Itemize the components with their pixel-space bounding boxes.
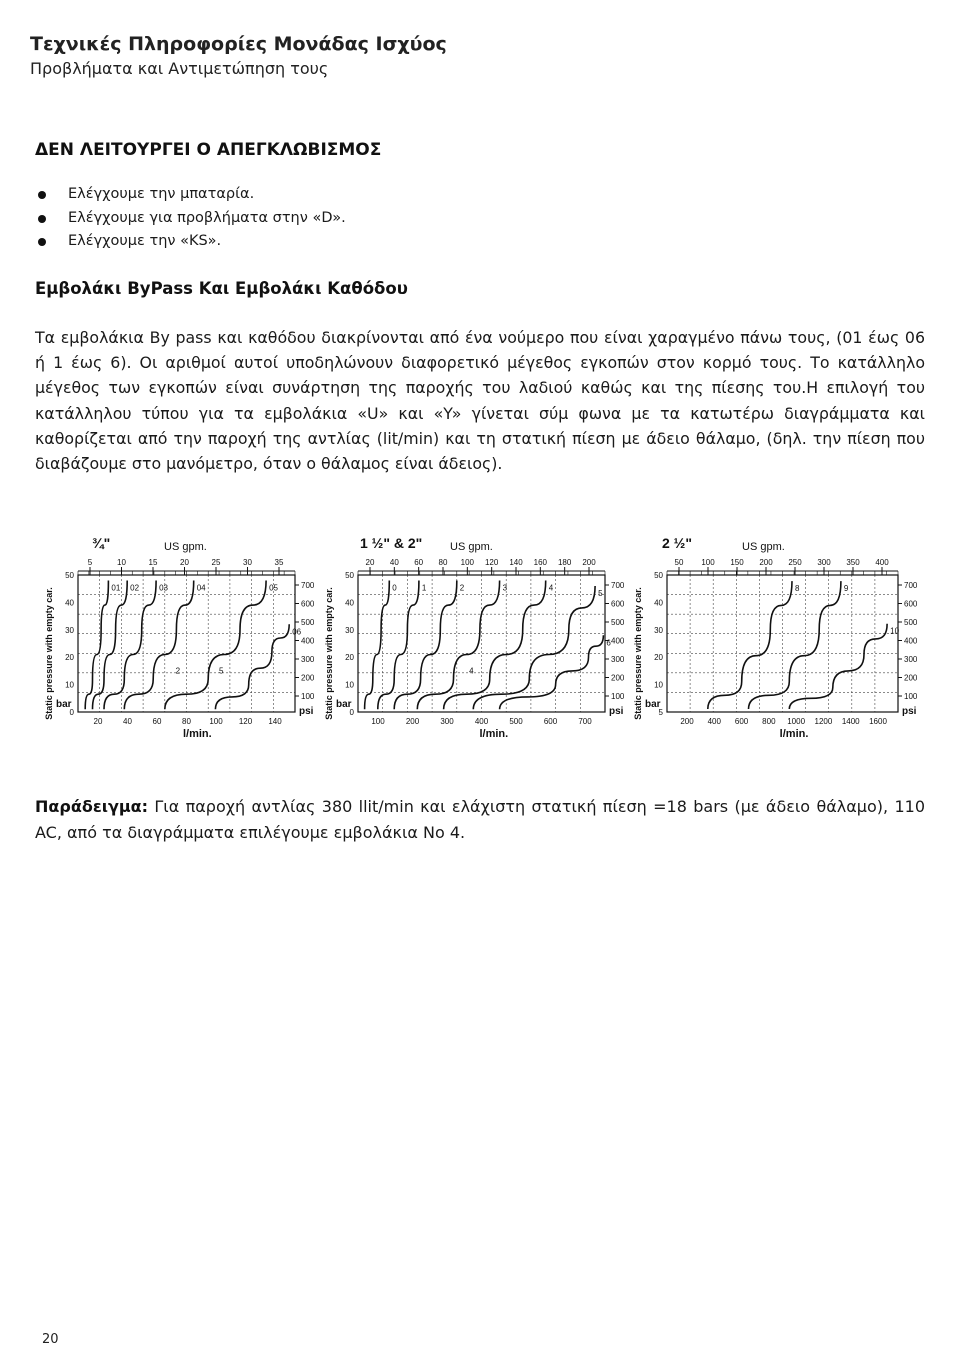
y-tick-label: 30 bbox=[345, 625, 354, 635]
top-tick-label: 20 bbox=[180, 558, 189, 567]
y-tick-label: 10 bbox=[654, 680, 663, 690]
valve-selection-diagrams bbox=[40, 520, 925, 755]
x-tick-label: 80 bbox=[182, 717, 191, 726]
series-curve bbox=[124, 581, 193, 710]
diagrams-svg bbox=[40, 520, 925, 755]
x-tick-label: 100 bbox=[209, 717, 223, 726]
top-tick-label: 80 bbox=[438, 558, 448, 567]
top-tick-label: 15 bbox=[148, 558, 158, 567]
series-label: 0 bbox=[392, 583, 397, 593]
right-tick-label: 600 bbox=[904, 599, 918, 609]
top-tick-label: 25 bbox=[211, 558, 221, 567]
top-tick-label: 50 bbox=[674, 558, 684, 567]
left-unit-label: bar bbox=[336, 699, 352, 710]
section-heading: ΔΕΝ ΛΕΙΤΟΥΡΓΕΙ Ο ΑΠΕΓΚΛΩΒΙΣΜΟΣ bbox=[35, 140, 382, 160]
chart-title: ¾" bbox=[92, 535, 111, 551]
bullet-icon bbox=[38, 191, 46, 199]
y-tick-label: 10 bbox=[345, 680, 354, 690]
right-tick-label: 200 bbox=[301, 673, 315, 683]
series-label: 04 bbox=[196, 583, 206, 593]
x-tick-label: 1200 bbox=[814, 717, 833, 726]
top-tick-label: 300 bbox=[817, 558, 831, 567]
chart-title: 1 ½" & 2" bbox=[360, 535, 423, 551]
top-tick-label: 250 bbox=[788, 558, 802, 567]
top-tick-label: 400 bbox=[875, 558, 889, 567]
right-unit-label: psi bbox=[902, 706, 917, 717]
x-tick-label: 500 bbox=[509, 717, 523, 726]
top-tick-label: 350 bbox=[846, 558, 860, 567]
right-tick-label: 500 bbox=[611, 618, 625, 627]
series-label: 01 bbox=[111, 583, 121, 593]
series-label: 4 bbox=[548, 583, 554, 593]
right-tick-label: 400 bbox=[904, 636, 918, 646]
series-label: 06 bbox=[292, 627, 302, 637]
top-tick-label: 200 bbox=[759, 558, 773, 567]
x-tick-label: 60 bbox=[152, 717, 162, 726]
example-text: Για παροχή αντλίας 380 llit/min και ελάχιστη στατική πίεση =18 bars (με άδειο θάλαμο), 110 AC, από τα διαγράμματα επιλέγουμε εμβολάκια Νο 4. bbox=[35, 797, 925, 842]
y-tick-label: 40 bbox=[345, 598, 354, 608]
top-tick-label: 20 bbox=[365, 558, 375, 567]
x-tick-label: 400 bbox=[707, 717, 721, 726]
y-tick-label: 20 bbox=[345, 653, 354, 663]
x-tick-label: 1400 bbox=[841, 717, 860, 726]
top-tick-label: 35 bbox=[274, 558, 284, 567]
body-paragraph: Τα εμβολάκια By pass και καθόδου διακρίνονται από ένα νούμερο που είναι χαραγμένο πάνω τους, (01 έως 06 ή 1 έως 6). Οι αριθμοί αυτοί υποδηλώνουν διαφορετικό μέγεθος εγκοπών στον κορμό τους. Το κατάλληλο μέγεθος των εγκοπών είναι συνάρτηση της παροχής του λαδιού καθώς και της πίεσης του.Η επιλογή του κατάλληλου τύπου για τα εμβολάκια «U» και «Y» γίνεται σύμ φωνα με τα κατωτέρω διαγράμματα και καθορίζεται από την παροχή της αντλίας (lit/min) και τη στατική πίεση με άδειο θάλαμο, (δηλ. την πίεση που διαβάζουμε στο μανόμετρο, όταν ο θάλαμος είναι άδειος). bbox=[35, 328, 925, 474]
x-tick-label: 1000 bbox=[787, 717, 806, 726]
x-axis-label: l/min. bbox=[779, 728, 809, 740]
page-header-subtitle: Προβλήματα και Αντιμετώπηση τους bbox=[30, 59, 329, 78]
series-curve bbox=[500, 635, 604, 709]
series-label: 03 bbox=[159, 583, 169, 593]
top-tick-label: 160 bbox=[533, 558, 548, 567]
plot-annotation: 2 bbox=[175, 666, 181, 676]
series-curve bbox=[165, 581, 266, 710]
top-tick-label: 120 bbox=[484, 558, 499, 567]
series-label: 6 bbox=[606, 638, 611, 648]
y-tick-label: 20 bbox=[654, 653, 663, 663]
top-axis-label: US gpm. bbox=[450, 541, 493, 553]
top-tick-label: 30 bbox=[243, 558, 252, 567]
series-label: 8 bbox=[795, 584, 800, 594]
chart-title: 2 ½" bbox=[662, 535, 692, 551]
right-tick-label: 500 bbox=[904, 618, 918, 627]
series-curve bbox=[85, 581, 108, 710]
x-tick-label: 200 bbox=[405, 717, 420, 726]
y-tick-label: 50 bbox=[654, 571, 663, 580]
top-tick-label: 200 bbox=[582, 558, 596, 567]
y-tick-label: 50 bbox=[345, 571, 354, 580]
y-axis-label: Static pressure with empty car. bbox=[633, 587, 643, 720]
page-number: 20 bbox=[42, 1332, 59, 1347]
series-label: 5 bbox=[598, 588, 603, 598]
plot-annotation: 4 bbox=[469, 666, 474, 676]
right-tick-label: 100 bbox=[611, 692, 625, 701]
right-tick-label: 300 bbox=[904, 655, 918, 664]
top-tick-label: 180 bbox=[557, 558, 572, 567]
right-tick-label: 400 bbox=[611, 636, 625, 646]
top-tick-label: 100 bbox=[460, 558, 475, 567]
y-tick-label: 50 bbox=[65, 571, 74, 580]
y-axis-label: Static pressure with empty car. bbox=[44, 587, 54, 720]
series-curve bbox=[394, 581, 457, 710]
right-tick-label: 100 bbox=[301, 692, 315, 701]
right-tick-label: 700 bbox=[904, 581, 918, 590]
x-axis-label: l/min. bbox=[182, 728, 212, 740]
subsection-heading: Εμβολάκι ByPass Και Εμβολάκι Καθόδου bbox=[35, 279, 408, 298]
y-tick-label: 0 bbox=[349, 708, 354, 717]
right-tick-label: 300 bbox=[301, 655, 315, 664]
series-label: 10 bbox=[890, 626, 900, 636]
left-unit-label: bar bbox=[645, 699, 661, 710]
x-tick-label: 120 bbox=[238, 717, 253, 726]
right-tick-label: 700 bbox=[301, 581, 315, 590]
x-tick-label: 800 bbox=[762, 717, 776, 726]
series-label: 9 bbox=[843, 584, 849, 594]
x-tick-label: 20 bbox=[93, 717, 103, 726]
top-tick-label: 5 bbox=[87, 558, 93, 567]
series-curve bbox=[378, 581, 419, 710]
example-paragraph bbox=[35, 794, 925, 846]
x-tick-label: 600 bbox=[543, 717, 558, 726]
series-label: 02 bbox=[130, 583, 140, 593]
y-tick-label: 30 bbox=[65, 625, 74, 635]
list-item-text: Ελέγχουμε την «KS». bbox=[68, 233, 222, 249]
top-tick-label: 140 bbox=[509, 558, 523, 567]
x-tick-label: 400 bbox=[474, 717, 489, 726]
list-item-text: Ελέγχουμε την μπαταρία. bbox=[68, 186, 255, 202]
series-curve bbox=[789, 624, 887, 709]
x-axis-label: l/min. bbox=[479, 728, 509, 740]
y-tick-label: 20 bbox=[65, 653, 74, 663]
y-tick-label: 10 bbox=[65, 680, 74, 690]
series-curve bbox=[749, 581, 841, 709]
series-curve bbox=[708, 581, 792, 709]
series-label: 1 bbox=[421, 583, 427, 593]
list-item-text: Ελέγχουμε για προβλήματα στην «D». bbox=[68, 209, 346, 226]
series-label: 3 bbox=[502, 583, 508, 593]
top-tick-label: 150 bbox=[730, 558, 744, 567]
x-tick-label: 40 bbox=[123, 717, 132, 726]
x-tick-label: 200 bbox=[680, 717, 694, 726]
x-tick-label: 700 bbox=[578, 717, 592, 726]
check-list bbox=[35, 183, 346, 254]
y-tick-label: 40 bbox=[65, 598, 74, 608]
top-tick-label: 60 bbox=[414, 558, 424, 567]
plot-annotation: 5 bbox=[219, 666, 224, 676]
y-tick-label: 0 bbox=[69, 708, 74, 717]
series-curve bbox=[444, 581, 546, 710]
x-tick-label: 1600 bbox=[869, 717, 887, 726]
x-tick-label: 100 bbox=[371, 717, 385, 726]
list-item bbox=[35, 230, 346, 254]
x-tick-label: 300 bbox=[440, 717, 454, 726]
series-curve bbox=[365, 581, 390, 710]
top-axis-label: US gpm. bbox=[164, 541, 207, 553]
right-tick-label: 200 bbox=[611, 673, 625, 683]
right-tick-label: 100 bbox=[904, 692, 918, 701]
top-tick-label: 40 bbox=[389, 558, 399, 567]
left-unit-label: bar bbox=[56, 699, 72, 710]
top-tick-label: 10 bbox=[117, 558, 126, 567]
series-curve bbox=[215, 624, 289, 709]
right-unit-label: psi bbox=[609, 706, 624, 717]
y-tick-label: 40 bbox=[654, 598, 663, 608]
right-tick-label: 600 bbox=[611, 599, 625, 609]
page-header-title: Τεχνικές Πληροφορίες Μονάδας Ισχύος bbox=[30, 33, 447, 55]
series-label: 05 bbox=[269, 583, 278, 593]
list-item bbox=[35, 207, 346, 231]
right-tick-label: 700 bbox=[611, 581, 625, 590]
right-tick-label: 200 bbox=[904, 673, 918, 683]
top-tick-label: 100 bbox=[701, 558, 715, 567]
list-item bbox=[35, 183, 346, 207]
right-tick-label: 500 bbox=[301, 618, 315, 627]
right-tick-label: 400 bbox=[301, 636, 315, 646]
right-unit-label: psi bbox=[299, 706, 314, 717]
series-label: 2 bbox=[459, 583, 465, 593]
x-tick-label: 600 bbox=[734, 717, 749, 726]
y-tick-label: 5 bbox=[658, 708, 663, 717]
series-curve bbox=[104, 581, 156, 710]
top-axis-label: US gpm. bbox=[742, 541, 785, 553]
y-tick-label: 30 bbox=[654, 625, 663, 635]
bullet-icon bbox=[38, 238, 46, 246]
example-label: Παράδειγμα: bbox=[35, 797, 149, 816]
right-tick-label: 600 bbox=[301, 599, 315, 609]
x-tick-label: 140 bbox=[268, 717, 282, 726]
bullet-icon bbox=[38, 215, 46, 223]
right-tick-label: 300 bbox=[611, 655, 625, 664]
y-axis-label: Static pressure with empty car. bbox=[324, 587, 334, 720]
series-curve bbox=[417, 581, 499, 710]
